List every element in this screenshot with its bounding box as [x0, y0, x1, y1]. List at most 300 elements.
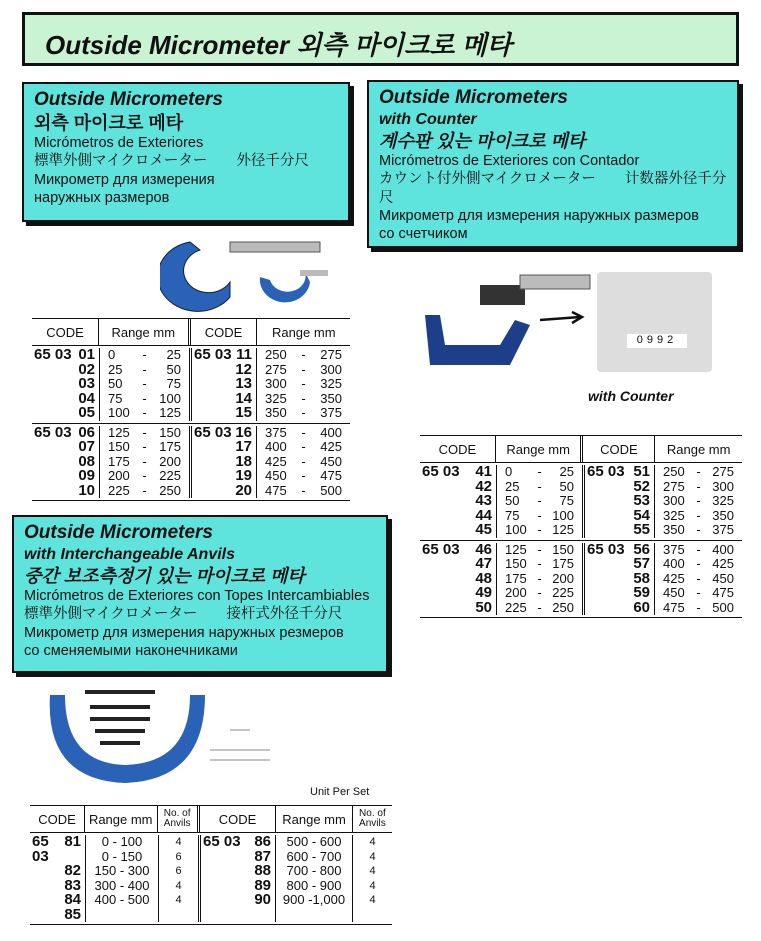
range-min: 200: [505, 585, 527, 600]
code-suffix: 48: [475, 569, 492, 587]
box-line: Микрометр для измерения наружных размеров: [379, 207, 699, 224]
range-dash: -: [142, 424, 147, 440]
range-dash: -: [142, 390, 147, 406]
item-code: [32, 481, 99, 499]
range-value: [100, 406, 189, 421]
code-suffix: 07: [78, 438, 95, 455]
range-max: 225: [552, 585, 574, 600]
range-min: 375: [663, 541, 685, 557]
range-column: [99, 348, 189, 421]
range-min: 300: [663, 493, 685, 508]
range-min: 400: [265, 439, 287, 454]
counter-display: 0992: [627, 334, 687, 348]
range-min: 75: [505, 507, 520, 523]
code-suffix: 84: [64, 891, 81, 908]
range-min: 250: [265, 347, 287, 362]
code-suffix: 16: [235, 423, 252, 441]
range-value: [655, 480, 742, 495]
box-title: Outside Micrometers: [24, 522, 213, 543]
header-code: CODE: [38, 811, 76, 827]
range-min: 375: [265, 424, 287, 440]
anvil-count: 4: [369, 894, 376, 906]
range-value: [497, 586, 582, 601]
title-banner: [22, 12, 739, 66]
range-dash: -: [301, 376, 306, 391]
code-column: [30, 835, 85, 922]
code-suffix: 60: [633, 598, 650, 616]
range-min: 450: [265, 468, 287, 483]
range-value: [655, 572, 742, 587]
code-column: [420, 465, 496, 538]
code-suffix: 81: [64, 833, 81, 850]
range-column: [654, 543, 742, 616]
range-min: 475: [265, 482, 287, 498]
range: 400 - 500: [94, 892, 150, 907]
range: 900 -1,000: [282, 892, 346, 907]
range-min: 200: [108, 468, 130, 483]
box-line: Micrómetros de Exteriores: [34, 135, 204, 152]
box-title: Outside Micrometers: [34, 89, 223, 110]
code-suffix: 04: [78, 389, 95, 407]
box-interchangeable-anvils: [12, 515, 388, 673]
range-max: 75: [559, 493, 574, 508]
code-suffix: 18: [235, 452, 252, 470]
box-subtitle: with Counter: [379, 110, 477, 128]
code-prefix: 65 03: [194, 346, 232, 363]
range: 600 - 700: [286, 848, 342, 864]
code-suffix: 02: [78, 360, 95, 378]
range-min: 25: [108, 361, 123, 377]
range-min: 150: [505, 556, 527, 571]
range-dash: -: [696, 585, 701, 600]
range-dash: -: [142, 376, 147, 391]
range-value: [257, 426, 350, 441]
range-value: [497, 494, 582, 509]
range-column: [496, 543, 582, 616]
range-value: [276, 893, 352, 908]
range-min: 25: [505, 478, 520, 494]
header-range: Range mm: [495, 436, 581, 462]
range-min: 275: [663, 478, 685, 494]
code-suffix: 11: [236, 346, 252, 363]
range-min: 225: [505, 599, 527, 615]
range-max: 375: [712, 522, 734, 537]
item-code: [32, 406, 99, 421]
range-column: [85, 835, 158, 922]
anvils-column: [158, 835, 198, 922]
range-min: 350: [265, 405, 287, 420]
range-value: [655, 465, 742, 480]
range-dash: -: [301, 347, 306, 362]
code-suffix: 43: [475, 492, 492, 509]
range-value: [86, 864, 158, 879]
header-range: Range mm: [98, 319, 188, 345]
range-column: [256, 426, 350, 499]
code-suffix: 58: [633, 569, 650, 587]
range-max: 150: [159, 424, 181, 440]
range-max: 275: [320, 347, 342, 362]
range-max: 50: [166, 361, 181, 377]
range-max: 200: [159, 453, 181, 469]
range-min: 225: [108, 482, 130, 498]
box-korean: 중간 보조측정기 있는 마이크로 메타: [24, 565, 305, 586]
code-suffix: 17: [235, 438, 252, 455]
range-min: 100: [505, 522, 527, 537]
item-code: [192, 481, 256, 499]
range-value: [497, 480, 582, 495]
header-range: Range mm: [256, 319, 350, 345]
range-value: [257, 377, 350, 392]
range-value: [86, 850, 158, 865]
code-suffix: 49: [475, 584, 492, 601]
range-dash: -: [696, 599, 701, 615]
range-min: 425: [265, 453, 287, 469]
range-dash: -: [537, 556, 542, 571]
range-min: 125: [505, 541, 527, 557]
code-prefix: 65 03: [34, 346, 72, 363]
item-code: [192, 406, 256, 421]
range-value: [276, 879, 352, 894]
range-dash: -: [537, 493, 542, 508]
range-max: 400: [320, 424, 342, 440]
range-max: 325: [320, 376, 342, 391]
range-dash: -: [301, 405, 306, 420]
range-min: 0: [108, 347, 116, 362]
range-dash: -: [696, 522, 701, 537]
range-value: [497, 543, 582, 558]
table-with-counter: [420, 435, 742, 618]
table-group: [30, 833, 392, 924]
range-max: 375: [320, 405, 342, 420]
code-suffix: 14: [235, 389, 252, 407]
range-max: 450: [712, 570, 734, 586]
code-column: [420, 540, 496, 616]
range-max: 400: [712, 541, 734, 557]
range-dash: -: [537, 541, 542, 557]
range-value: [100, 440, 189, 455]
range: 300 - 400: [94, 877, 150, 893]
range-max: 25: [559, 464, 574, 479]
range-dash: -: [301, 453, 306, 469]
code-suffix: 50: [475, 598, 492, 616]
range-value: [276, 850, 352, 865]
box-line: Микрометр для измерения наружных резмеров: [24, 624, 344, 641]
table-header: [420, 436, 742, 463]
range: 800 - 900: [286, 877, 342, 893]
range-value: [655, 601, 742, 616]
range-min: 450: [663, 585, 685, 600]
code-prefix: 65 03: [587, 540, 625, 558]
code-prefix: 65 03: [194, 423, 232, 441]
range-dash: -: [537, 464, 542, 479]
code-suffix: 42: [475, 477, 492, 495]
range-value: [655, 509, 742, 524]
range-dash: -: [301, 390, 306, 406]
item-code: [201, 893, 275, 908]
header-code: CODE: [188, 319, 257, 345]
range-max: 325: [712, 493, 734, 508]
range-value: [497, 601, 582, 616]
range-value: [276, 835, 352, 850]
range-dash: -: [696, 493, 701, 508]
range-value: [276, 864, 352, 879]
anvil-micrometer-image: [40, 685, 280, 790]
box-korean: 외측 마이크로 메타: [34, 112, 184, 133]
code-suffix: 47: [475, 555, 492, 572]
range-max: 125: [552, 522, 574, 537]
header-range: Range mm: [654, 436, 742, 462]
range-value: [257, 348, 350, 363]
range-min: 325: [663, 507, 685, 523]
code-suffix: 19: [235, 467, 252, 484]
range-value: [655, 586, 742, 601]
code-suffix: 46: [475, 540, 492, 558]
range-value: [100, 363, 189, 378]
range-max: 175: [159, 439, 181, 454]
range-value: [86, 893, 158, 908]
range-min: 275: [265, 361, 287, 377]
code-suffix: 85: [64, 905, 81, 923]
code-prefix: 65 03: [203, 833, 241, 850]
anvil-count: 4: [175, 879, 182, 892]
range-value: [86, 879, 158, 894]
range-dash: -: [537, 599, 542, 615]
range-max: 250: [552, 599, 574, 615]
header-anvils: No. of Anvils: [157, 806, 197, 832]
box-line: Micrómetros de Exteriores con Topes Intercambiables: [24, 588, 370, 605]
code-column: [189, 423, 256, 499]
code-suffix: 55: [633, 521, 650, 538]
range: 0 - 150: [101, 848, 143, 864]
range-min: 50: [108, 376, 123, 391]
range-max: 100: [552, 507, 574, 523]
range-value: [257, 363, 350, 378]
code-suffix: 08: [78, 452, 95, 470]
range-min: 50: [505, 493, 520, 508]
code-suffix: 53: [633, 492, 650, 509]
table-header: [30, 806, 392, 833]
code-suffix: 90: [254, 891, 271, 908]
header-range: Range mm: [84, 806, 157, 832]
range-value: [100, 484, 189, 499]
code-suffix: 56: [633, 540, 650, 558]
box-korean: 계수판 있는 마이크로 메타: [379, 130, 586, 151]
range-min: 425: [663, 570, 685, 586]
anvil-count: 4: [175, 894, 182, 906]
range-max: 350: [320, 390, 342, 406]
code-prefix: 65 03: [422, 540, 460, 558]
range-max: 450: [320, 453, 342, 469]
code-suffix: 20: [235, 481, 252, 499]
range-min: 0: [505, 464, 513, 479]
range-max: 475: [320, 468, 342, 483]
range-min: 475: [663, 599, 685, 615]
item-code: [585, 598, 654, 616]
range-value: [257, 392, 350, 407]
range-dash: -: [696, 570, 701, 586]
code-column: [32, 348, 99, 421]
range: 0 - 100: [101, 834, 143, 849]
code-suffix: 52: [633, 477, 650, 495]
code-suffix: 51: [633, 463, 650, 480]
code-suffix: 12: [235, 360, 252, 378]
box-line: Микрометр для измерения: [34, 171, 215, 188]
code-suffix: 57: [633, 555, 650, 572]
range-max: 75: [166, 376, 181, 391]
range-min: 400: [663, 556, 685, 571]
range-column: [496, 465, 582, 538]
box-line: 標準外側マイクロメーター 外径千分尺: [34, 153, 309, 170]
range-max: 300: [712, 478, 734, 494]
code-column: [582, 465, 654, 538]
range-value: [257, 484, 350, 499]
range-dash: -: [142, 361, 147, 377]
anvil-count: 6: [175, 850, 182, 863]
item-code: [585, 523, 654, 538]
code-suffix: 87: [254, 847, 271, 865]
unit-per-set-note: Unit Per Set: [310, 786, 370, 798]
code-suffix: 03: [78, 375, 95, 392]
range-max: 50: [559, 478, 574, 494]
range-max: 425: [320, 439, 342, 454]
range-dash: -: [301, 439, 306, 454]
range-value: [497, 465, 582, 480]
code-prefix: 65 03: [34, 423, 72, 441]
range-dash: -: [301, 424, 306, 440]
code-prefix: 65 03: [587, 463, 625, 480]
range-value: [100, 377, 189, 392]
box-line: со счетчиком: [379, 225, 468, 242]
range-dash: -: [696, 464, 701, 479]
counter-micrometer-image: [420, 265, 595, 375]
anvil-count: 4: [175, 836, 182, 848]
range-value: [86, 835, 158, 850]
box-line: 標準外側マイクロメーター 接杆式外径千分尺: [24, 606, 343, 623]
range-column: [654, 465, 742, 538]
code-suffix: 10: [78, 481, 95, 499]
range-max: 125: [159, 405, 181, 420]
header-code: CODE: [438, 441, 477, 457]
range-max: 100: [159, 390, 181, 406]
code-column: [32, 423, 99, 499]
range-max: 475: [712, 585, 734, 600]
range-dash: -: [142, 439, 147, 454]
range-min: 150: [108, 439, 130, 454]
range-value: [655, 494, 742, 509]
range-dash: -: [142, 347, 147, 362]
range-dash: -: [142, 482, 147, 498]
table-group: [420, 541, 742, 618]
range-dash: -: [696, 478, 701, 494]
range-column: [99, 426, 189, 499]
range-value: [497, 572, 582, 587]
range-min: 250: [663, 464, 685, 479]
range-dash: -: [537, 585, 542, 600]
box-line: カウント付外側マイクロメーター 计数器外径千分尺: [379, 171, 727, 206]
range-dash: -: [696, 541, 701, 557]
page-title: Outside Micrometer 외측 마이크로 메타: [45, 30, 512, 60]
box-title: Outside Micrometers: [379, 87, 568, 108]
micrometer-image: [160, 232, 330, 312]
code-suffix: 54: [633, 506, 650, 524]
anvils-column: [352, 835, 392, 922]
range-dash: -: [696, 507, 701, 523]
range-value: [100, 348, 189, 363]
code-suffix: 13: [235, 375, 252, 392]
code-suffix: 86: [254, 833, 271, 850]
header-code: CODE: [580, 436, 654, 462]
range-value: [100, 469, 189, 484]
range-dash: -: [537, 478, 542, 494]
code-suffix: 45: [475, 521, 492, 538]
header-range: Range mm: [275, 806, 352, 832]
item-code: [420, 598, 496, 616]
code-suffix: 59: [633, 584, 650, 601]
range-max: 25: [166, 347, 181, 362]
range-value: [497, 509, 582, 524]
table-group: [32, 346, 350, 424]
range-dash: -: [301, 482, 306, 498]
range-min: 350: [663, 522, 685, 537]
table-header: [32, 319, 350, 346]
range-dash: -: [537, 507, 542, 523]
range-value: [655, 543, 742, 558]
code-suffix: 15: [235, 404, 252, 421]
range-value: [257, 406, 350, 421]
range-dash: -: [142, 453, 147, 469]
range-dash: -: [301, 468, 306, 483]
range-value: [655, 523, 742, 538]
range-min: 300: [265, 376, 287, 391]
range-column: [275, 835, 352, 922]
range-max: 275: [712, 464, 734, 479]
box-outside-micrometers: [22, 82, 350, 222]
box-subtitle: with Interchangeable Anvils: [24, 545, 236, 563]
range-max: 300: [320, 361, 342, 377]
anvil-count: 6: [175, 865, 182, 877]
range-max: 250: [159, 482, 181, 498]
range-dash: -: [537, 570, 542, 586]
range-max: 425: [712, 556, 734, 571]
range-max: 150: [552, 541, 574, 557]
range-value: [497, 523, 582, 538]
code-suffix: 41: [475, 463, 492, 480]
code-suffix: 44: [475, 506, 492, 524]
range-value: [100, 455, 189, 470]
range-min: 125: [108, 424, 130, 440]
range-max: 175: [552, 556, 574, 571]
range-value: [100, 426, 189, 441]
range-min: 175: [505, 570, 527, 586]
item-code: [30, 835, 85, 864]
range: 700 - 800: [286, 863, 342, 878]
header-code: CODE: [197, 806, 276, 832]
range-max: 200: [552, 570, 574, 586]
code-suffix: 82: [64, 862, 81, 879]
anvil-count: 4: [369, 879, 376, 892]
code-suffix: 89: [254, 876, 271, 894]
counter-closeup-image: [597, 272, 712, 372]
range-dash: -: [301, 361, 306, 377]
range-dash: -: [142, 405, 147, 420]
code-prefix: 65 03: [422, 463, 460, 480]
code-column: [198, 835, 275, 922]
range-value: [100, 392, 189, 407]
range-max: 225: [159, 468, 181, 483]
range-value: [257, 469, 350, 484]
range-min: 325: [265, 390, 287, 406]
range-value: [257, 440, 350, 455]
